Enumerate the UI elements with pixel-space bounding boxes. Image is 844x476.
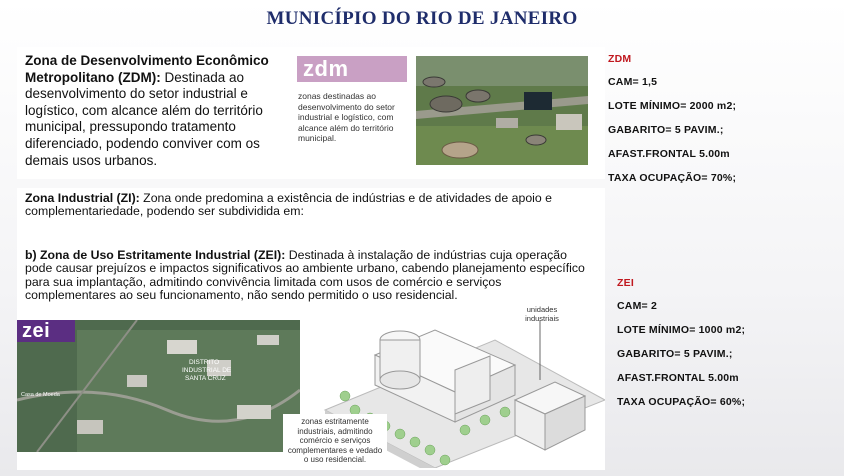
zei-specs [617, 277, 745, 420]
zei-heading: b) Zona de Uso Estritamente Industrial (ZEI): [25, 248, 286, 262]
zi-panel [17, 188, 605, 470]
zei-spec-afastamento: AFAST.FRONTAL 5.00m [617, 372, 739, 384]
zdm-panel [17, 47, 605, 179]
zei-spec-lote: LOTE MÍNIMO= 1000 m2; [617, 324, 746, 336]
map-label-distrito: DISTRITO [189, 359, 220, 366]
zei-spec-taxa: TAXA OCUPAÇÃO= 60%; [617, 396, 746, 408]
zi-description [25, 192, 593, 219]
zei-body: Destinada à instalação de indústrias cuja operação pode causar prejuízos e impactos significativos ao ambiente urbano, cabendo planejamento específico para sua implantação, admitindo convivência limitada com usos de comércio e serviços complementares ao seu funcionamento, não sendo permitido o uso residencial. [25, 248, 585, 303]
page-title: MUNICÍPIO DO RIO DE JANEIRO [266, 8, 578, 29]
zei-spec-cam: CAM= 2 [617, 300, 658, 312]
map-label-industrial: INDUSTRIAL DE [182, 367, 232, 374]
zei-description [25, 249, 595, 303]
unidades-industriais-label: unidades industriais [525, 305, 559, 323]
zi-body: Zona onde predomina a existência de indústrias e de atividades de apoio e complementariedade, podendo ser subdividida em: [25, 191, 552, 219]
map-label-casa-moeda: Casa de Moeda [21, 392, 60, 398]
zei-caption: zonas estritamente industriais, admitindo comércio e serviços complementares e vedado o uso residencial. [283, 414, 387, 468]
zdm-aerial-photo [416, 56, 588, 165]
zdm-spec-afastamento: AFAST.FRONTAL 5.00m [608, 148, 730, 160]
zdm-body: Destinada ao desenvolvimento do setor industrial e logístico, com alcance além do território municipal, pressupondo tratamento diferenciado, podendo conviver com os demais usos urbanos. [25, 69, 263, 168]
zdm-tag: zdm [297, 56, 407, 82]
zei-spec-gabarito: GABARITO= 5 PAVIM.; [617, 348, 733, 360]
zei-specs-header: ZEI [617, 277, 634, 289]
zdm-spec-lote: LOTE MÍNIMO= 2000 m2; [608, 100, 737, 112]
zdm-caption: zonas destinadas ao desenvolvimento do setor industrial e logístico, com alcance além do território municipal. [298, 91, 395, 143]
zdm-specs-header: ZDM [608, 53, 632, 65]
zdm-spec-gabarito: GABARITO= 5 PAVIM.; [608, 124, 724, 136]
zdm-specs [608, 53, 736, 196]
zdm-spec-taxa: TAXA OCUPAÇÃO= 70%; [608, 172, 737, 184]
map-label-santa-cruz: SANTA CRUZ [185, 375, 226, 382]
zdm-spec-cam: CAM= 1,5 [608, 76, 658, 88]
zei-tag: zei [17, 320, 75, 342]
zdm-description [25, 53, 295, 169]
zi-heading: Zona Industrial (ZI): [25, 191, 140, 205]
zdm-heading: Zona de Desenvolvimento Econômico Metropolitano (ZDM): [25, 53, 269, 85]
